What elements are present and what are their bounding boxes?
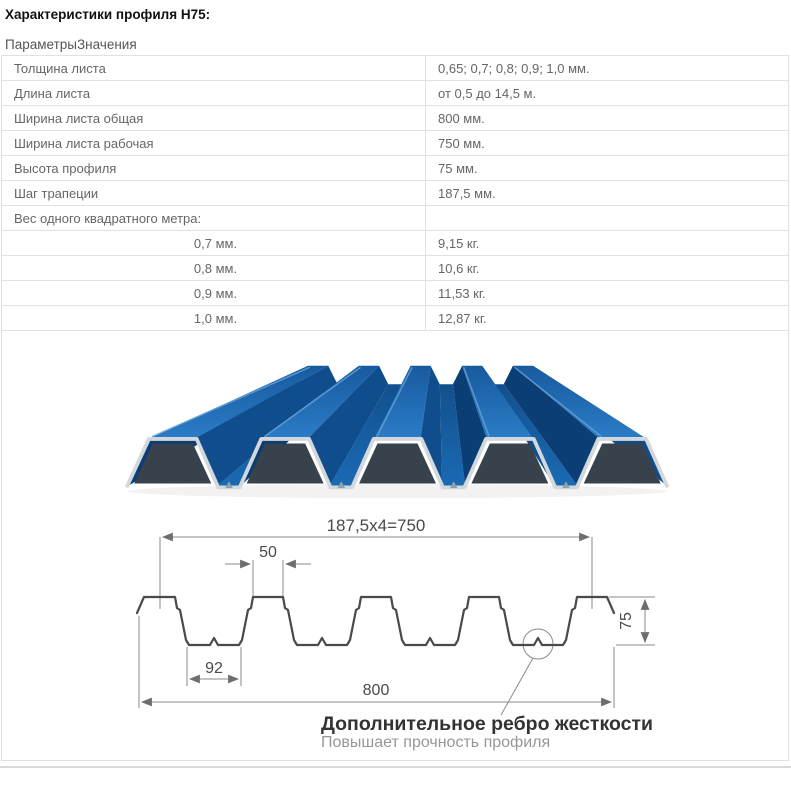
dim-valley-label: 92 <box>205 660 223 677</box>
profile-3d-image <box>120 335 675 512</box>
dim-top-label: 187,5x4=750 <box>326 516 426 535</box>
table-row <box>2 181 789 206</box>
value-cell: 11,53 кг. <box>426 281 789 306</box>
table-row <box>2 131 789 156</box>
table-row-weight <box>2 306 789 331</box>
param-cell: Толщина листа <box>2 56 426 81</box>
param-cell: Вес одного квадратного метра: <box>2 206 426 231</box>
table-row-weight <box>2 256 789 281</box>
bottom-divider <box>0 766 791 768</box>
table-row <box>2 81 789 106</box>
table-row-weight <box>2 281 789 306</box>
value-cell: 750 мм. <box>426 131 789 156</box>
table-row <box>2 156 789 181</box>
value-cell <box>426 206 789 231</box>
stiffener-note-subtitle: Повышает прочность профиля <box>321 734 551 751</box>
page <box>0 7 791 768</box>
value-cell: 187,5 мм. <box>426 181 789 206</box>
param-cell: Высота профиля <box>2 156 426 181</box>
param-cell: 0,8 мм. <box>2 256 426 281</box>
value-cell: 75 мм. <box>426 156 789 181</box>
stiffener-note-title: Дополнительное ребро жесткости <box>321 713 653 735</box>
value-cell: 9,15 кг. <box>426 231 789 256</box>
table-header-values: Значения <box>76 37 137 52</box>
figure-row <box>2 331 789 761</box>
figure-cell <box>2 331 789 761</box>
profile-outline <box>137 597 614 645</box>
param-cell: 0,9 мм. <box>2 281 426 306</box>
value-cell: 10,6 кг. <box>426 256 789 281</box>
profile-drawing <box>107 516 687 756</box>
table-row <box>2 106 789 131</box>
table-row <box>2 206 789 231</box>
spec-table <box>1 55 789 761</box>
page-title: Характеристики профиля Н75: <box>5 7 211 22</box>
table-header <box>5 37 791 52</box>
param-cell: Шаг трапеции <box>2 181 426 206</box>
table-row-weight <box>2 231 789 256</box>
dim-height-label: 75 <box>618 612 635 630</box>
table-row <box>2 56 789 81</box>
param-cell: 0,7 мм. <box>2 231 426 256</box>
table-header-params: Параметры <box>5 37 77 52</box>
value-cell: 0,65; 0,7; 0,8; 0,9; 1,0 мм. <box>426 56 789 81</box>
param-cell: Ширина листа рабочая <box>2 131 426 156</box>
value-cell: 12,87 кг. <box>426 306 789 331</box>
param-cell: 1,0 мм. <box>2 306 426 331</box>
value-cell: от 0,5 до 14,5 м. <box>426 81 789 106</box>
value-cell: 800 мм. <box>426 106 789 131</box>
param-cell: Длина листа <box>2 81 426 106</box>
stiffener-leader <box>501 658 533 715</box>
param-cell: Ширина листа общая <box>2 106 426 131</box>
dimension-lines <box>139 537 655 715</box>
dim-overall-label: 800 <box>362 682 390 699</box>
dim-crest-label: 50 <box>259 544 277 561</box>
